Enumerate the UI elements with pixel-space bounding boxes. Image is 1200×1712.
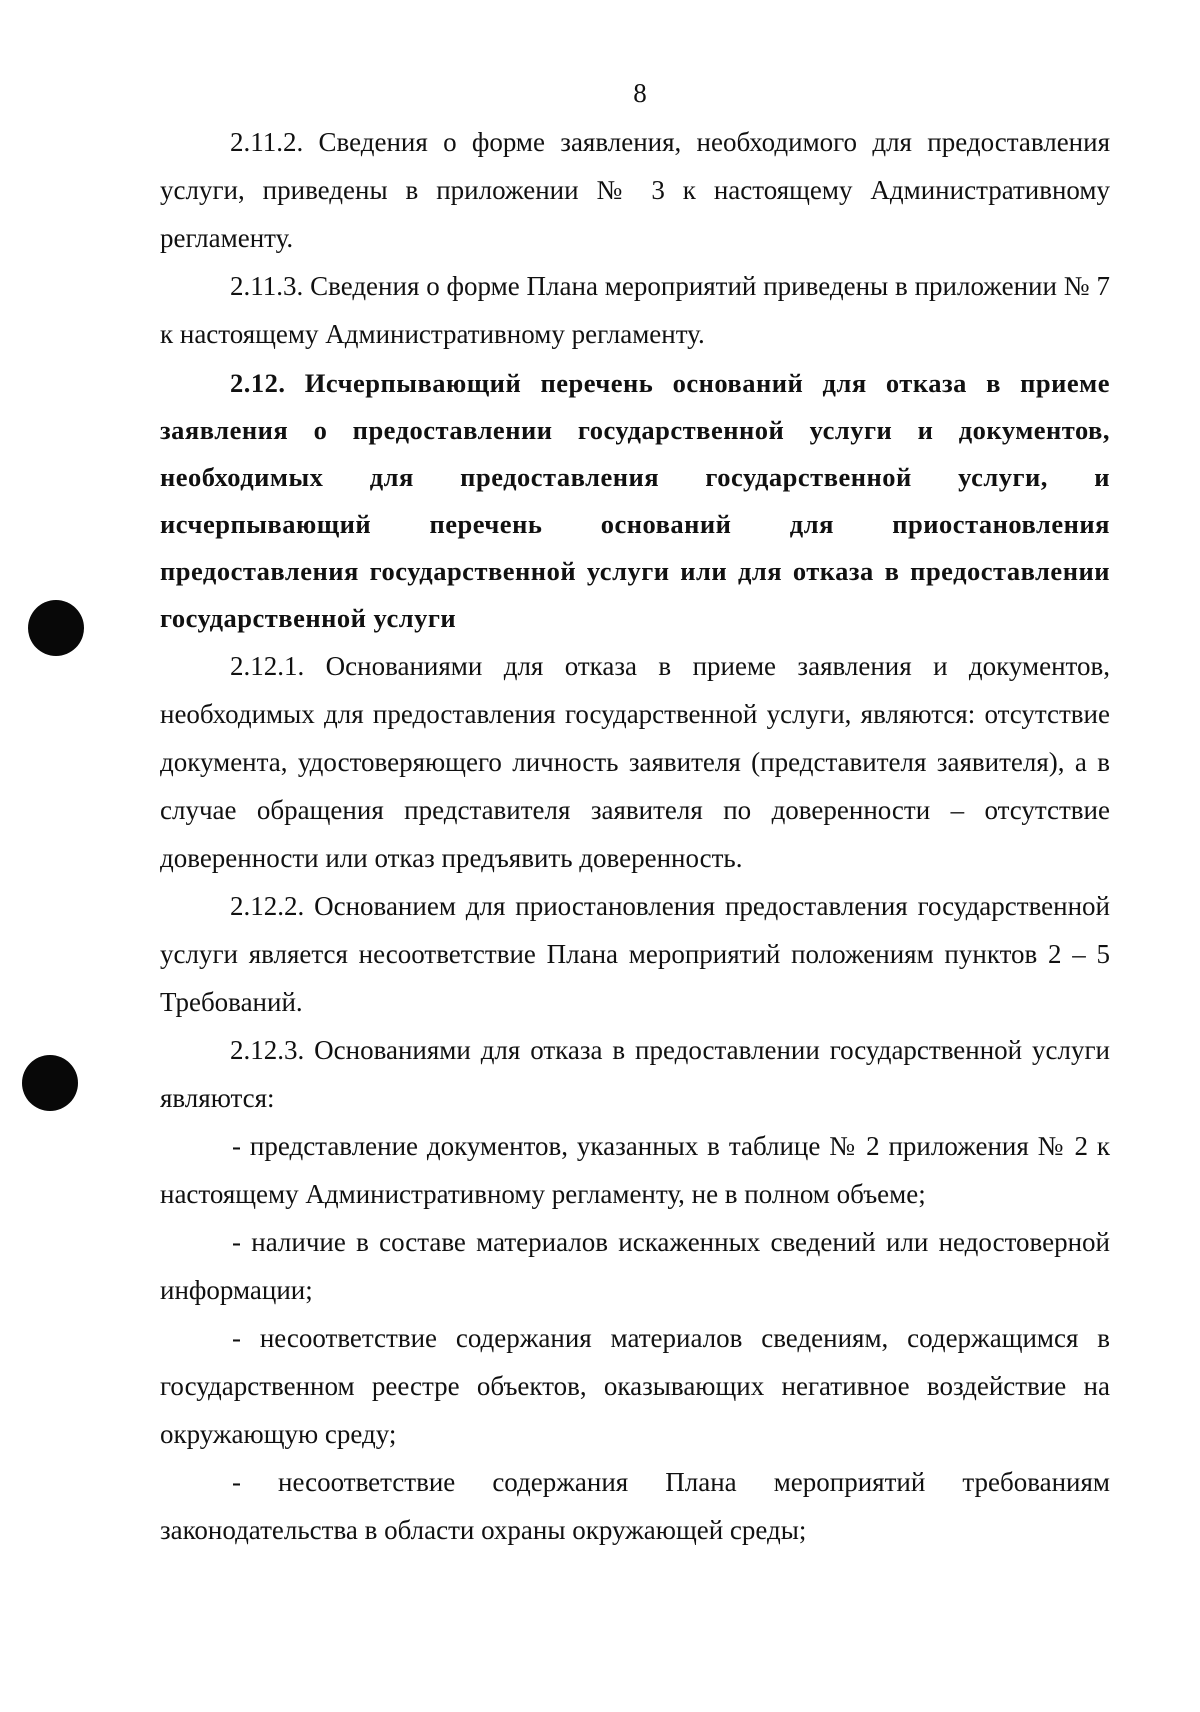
paragraph-2-12-2: 2.12.2. Основанием для приостановления предоставления государственной услуги является несоответствие Плана мероприятий положениям пунктов 2 – 5 Требований. [160, 891, 1110, 1017]
list-item: - наличие в составе материалов искаженных сведений или недостоверной информации; [160, 1227, 1110, 1305]
document-body [160, 118, 1110, 1554]
page-number: 8 [633, 78, 647, 108]
binder-hole-mark [28, 600, 84, 656]
list-item: - представление документов, указанных в таблице № 2 приложения № 2 к настоящему Административному регламенту, не в полном объеме; [160, 1131, 1110, 1209]
list-item: - несоответствие содержания материалов сведениям, содержащимся в государственном реестре объектов, оказывающих негативное воздействие на окружающую среду; [160, 1323, 1110, 1449]
paragraph-2-12-1: 2.12.1. Основаниями для отказа в приеме заявления и документов, необходимых для предоставления государственной услуги, являются: отсутствие документа, удостоверяющего личность заявителя (представителя заявителя), а в случае обращения представителя заявителя по доверенности – отсутствие доверенности или отказ предъявить доверенность. [160, 651, 1110, 873]
paragraph-2-12-3: 2.12.3. Основаниями для отказа в предоставлении государственной услуги являются: [160, 1035, 1110, 1113]
section-heading-2-12: 2.12. Исчерпывающий перечень оснований для отказа в приеме заявления о предоставлении государственной услуги и документов, необходимых для предоставления государственной услуги, и исчерпывающий перечень оснований для приостановления предоставления государственной услуги или для отказа в предоставлении государственной услуги [160, 368, 1110, 633]
paragraph-2-11-3: 2.11.3. Сведения о форме Плана мероприятий приведены в приложении № 7 к настоящему Административному регламенту. [160, 271, 1110, 349]
binder-hole-mark [22, 1055, 78, 1111]
list-item: - несоответствие содержания Плана мероприятий требованиям законодательства в области охраны окружающей среды; [160, 1467, 1110, 1545]
paragraph-2-11-2: 2.11.2. Сведения о форме заявления, необходимого для предоставления услуги, приведены в приложении № 3 к настоящему Административному регламенту. [160, 127, 1110, 253]
